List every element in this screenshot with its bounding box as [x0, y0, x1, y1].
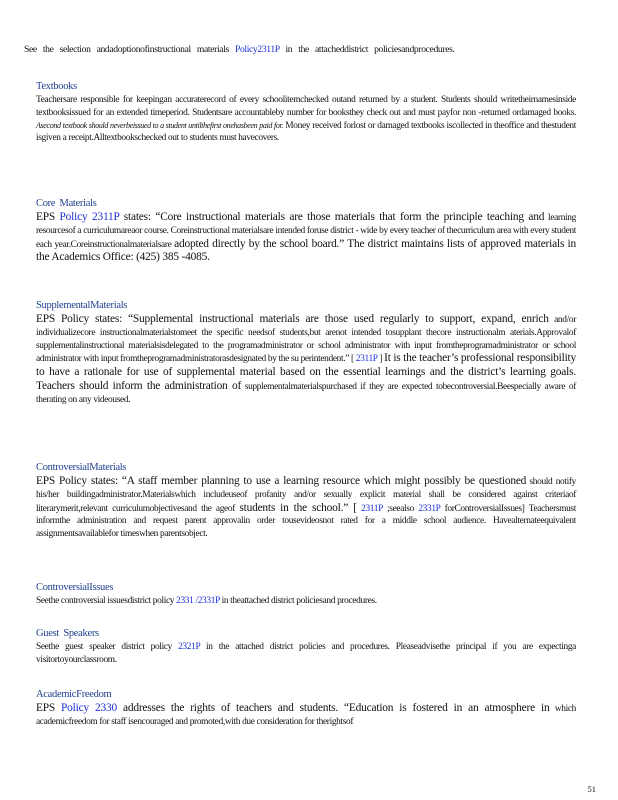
- paragraph-text: forControversialIssues] Teachersmust informthe administration and request parent approvalin order tousevideosnot rated for a middle school audience. Havealternateequivalent assignmentsavailablefor timeswhen parentsobject.: [36, 503, 576, 540]
- paragraph-text: Seethe guest speaker district policy: [36, 642, 179, 652]
- paragraph-text: Seethe controversial issuesdistrict policy: [36, 596, 177, 606]
- section-controversial-materials: [36, 461, 576, 541]
- paragraph-text: It is the teacher’s professional responsibility to have a rationale for use of supplemental material based on the essential learnings and the district’s learning goals. Teachers should inform the administration of: [36, 352, 577, 392]
- paragraph-text: in theattached district policiesand procedures.: [219, 596, 377, 606]
- section-heading: AcademicFreedom: [36, 689, 112, 700]
- policy-link[interactable]: 2311P: [353, 354, 380, 365]
- section-body: [36, 595, 576, 608]
- section-supplemental-materials: [36, 299, 576, 407]
- paragraph-text: supplementalmaterialspurchased if they are expected tobecontroversial.Beespecially aware of therating on any videoused.: [36, 381, 576, 405]
- section-heading: ControversialMaterials: [36, 462, 127, 473]
- policy-link[interactable]: Policy 2330: [61, 702, 117, 714]
- paragraph-text: should notify his/her buildingadministrator.Materialswhich includeuseof profanity and/or sexually explicit material shall be considered against criteriaof literarymerit,relevant curriculumobjectivesand the ageof: [36, 477, 577, 514]
- section-heading: SupplementalMaterials: [36, 300, 128, 311]
- section-body: [36, 94, 576, 145]
- policy-link[interactable]: 2331 /2331P: [176, 596, 220, 606]
- paragraph-text: learning resourcesof a curriculumareaor course. Coreinstructional materialsare intended foruse district - wide by every teacher of thecurriculum area with every student each year.Coreinstructionalmaterialsare: [36, 213, 576, 250]
- paragraph-text: ]: [379, 354, 385, 365]
- section-body: [36, 702, 576, 729]
- paragraph-text: EPS: [36, 702, 62, 714]
- policy-2311p-link[interactable]: Policy2311P: [234, 44, 280, 55]
- paragraph-text: EPS Policy states: “A staff member planning to use a learning resource which might possibly be questioned: [36, 475, 527, 487]
- section-heading: ControversialIssues: [36, 582, 114, 593]
- section-body: [36, 475, 576, 541]
- section-body: [36, 211, 576, 265]
- section-academic-freedom: [36, 688, 576, 729]
- intro-text: See the selection andadoptionofinstructional materials: [24, 44, 235, 55]
- policy-link[interactable]: 2321P: [178, 642, 200, 652]
- policy-link[interactable]: 2331P: [418, 503, 441, 514]
- section-heading: Guest Speakers: [36, 628, 99, 639]
- section-body: [36, 641, 576, 667]
- page-number: 51: [587, 784, 596, 794]
- section-heading: Core Materials: [36, 198, 97, 209]
- intro-line: [24, 44, 584, 55]
- section-core-materials: [36, 197, 576, 265]
- section-textbooks: [36, 80, 576, 145]
- section-controversial-issues: [36, 581, 576, 608]
- paragraph-text: ;seealso: [387, 503, 419, 514]
- paragraph-text: which academicfreedom for staff isencouraged and promoted,with due consideration for therightsof: [36, 704, 576, 727]
- paragraph-text: Money received forlost or damaged textbooks iscollected in theoffice and thestudent isgiven a receipt.Alltextbookschecked out to students must havecovers.: [36, 120, 576, 144]
- paragraph-text: EPS: [36, 211, 60, 223]
- paragraph-text: and/or individualizecore instructionalmaterialstomeet the specific needsof students,but arenot intended tosupplant thecore instructionalm aterials.Approvalof supplementalinstructional materialsisdelegated to the programadministrator or school administrator with input fromtheprogramadministrator or school administrator with input fromtheprogramadministratorasdesignated by the su perintendent.” [: [36, 315, 576, 365]
- section-guest-speakers: [36, 627, 576, 667]
- policy-link[interactable]: Policy 2311P: [59, 211, 120, 223]
- paragraph-text: EPS Policy states: “Supplemental instructional materials are those used regularly to support, expand, enrich: [36, 313, 549, 325]
- paragraph-text: adopted directly by the school board.” The district maintains lists of approved materials in the Academics Office: (425) 385 -4085.: [36, 237, 576, 264]
- paragraph-text: in the attached district policies and procedures. Pleaseadvisethe principal if you are expectinga visitortoyourclassroom.: [36, 642, 576, 665]
- intro-text-end: in the attacheddistrict policiesandprocedures.: [279, 44, 455, 55]
- paragraph-text: students in the school.” [: [239, 501, 357, 514]
- policy-link[interactable]: 2311P: [356, 503, 388, 514]
- paragraph-text: Teachersare responsible for keepingan accuraterecord of every schoolitemchecked outand returned by a student. Students should writetheirnamesinside textbooksissued for an extended timeperiod. Studentsare accountableby number for booksthey check out and must payfor non -returned ordamaged books.: [36, 95, 576, 118]
- italic-note: Asecond textbook should neverbeissued to a student untilthefirst onehasbeen paid for.: [36, 120, 284, 130]
- section-heading: Textbooks: [36, 81, 77, 92]
- paragraph-text: addresses the rights of teachers and students. “Education is fostered in an atmosphere in: [116, 702, 550, 714]
- section-body: [36, 313, 576, 407]
- paragraph-text: states: “Core instructional materials are those materials that form the principle teaching and: [119, 211, 545, 223]
